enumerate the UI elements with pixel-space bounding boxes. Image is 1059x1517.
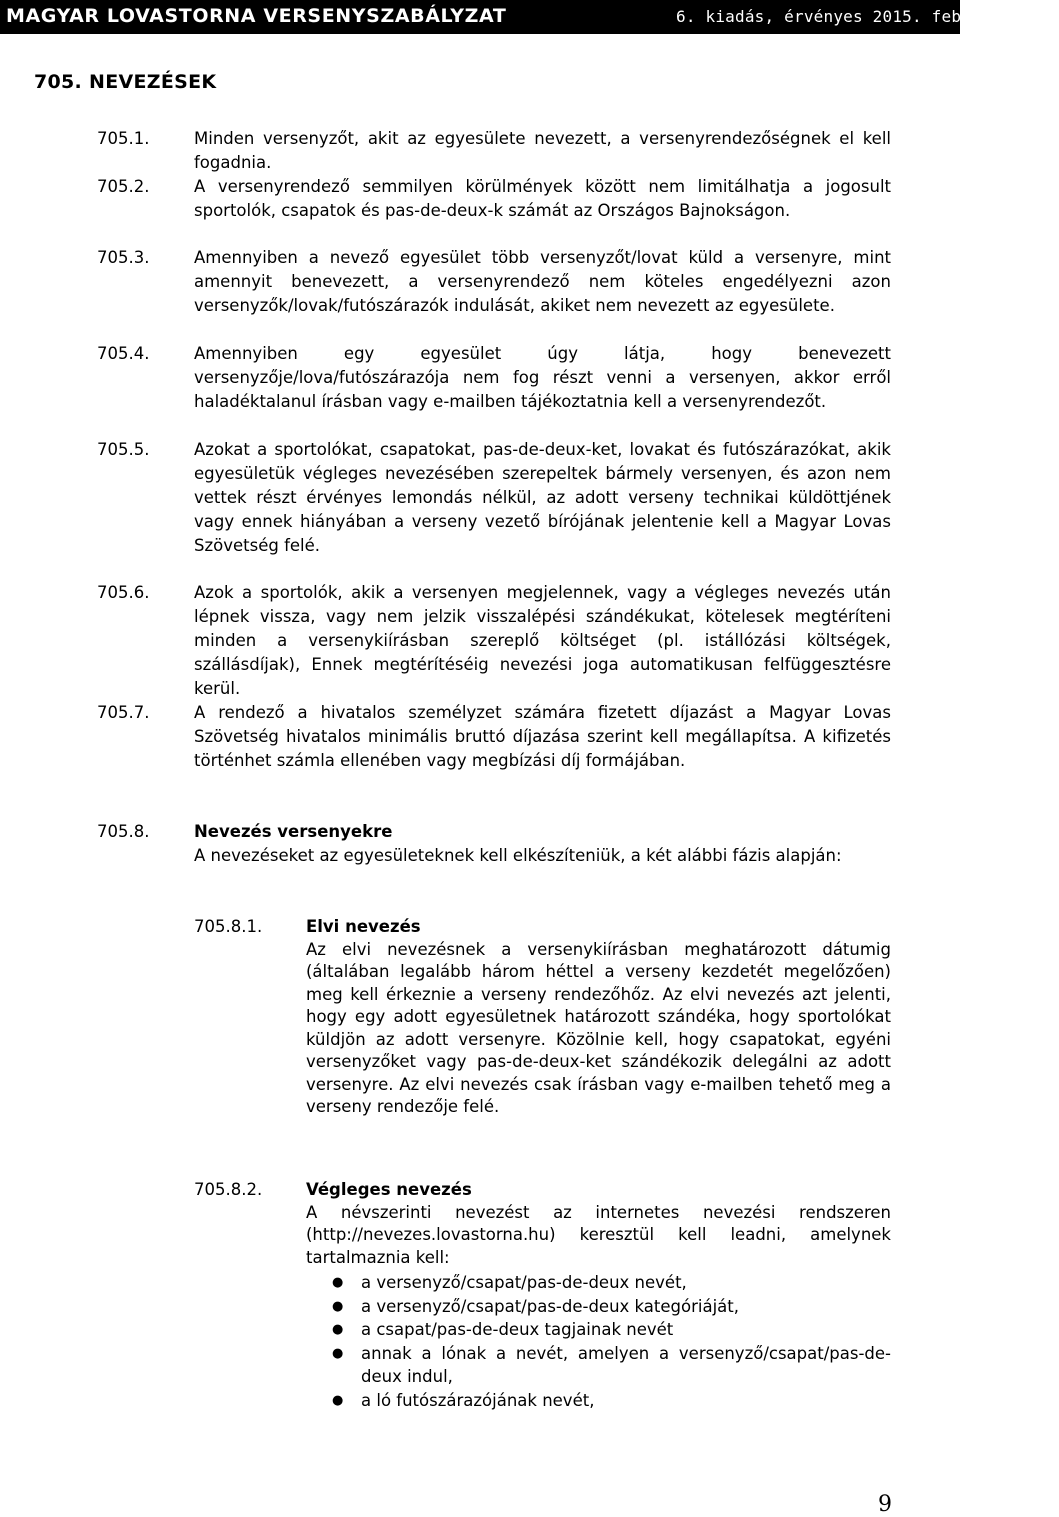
list-item: ● annak a lónak a nevét, amelyen a versenyző/csapat/pas-de-deux indul, xyxy=(306,1342,891,1389)
rule-text: A nevezéseket az egyesületeknek kell elkészíteniük, a két alábbi fázis alapján: xyxy=(194,846,842,865)
document-header xyxy=(0,0,1059,34)
rule-number: 705.3. xyxy=(97,248,150,267)
list-item: ● a ló futószárazójának nevét, xyxy=(306,1389,891,1413)
subrule-text: Az elvi nevezésnek a versenykiírásban meghatározott dátumig (általában legalább három héttel a verseny kezdetét megelőzően) meg kell érkeznie a verseny rendezőhőz. Az elvi nevezés azt jelenti, hogy egy adott egyesületnek határozott szándéka, hogy sportolókat küldjön az adott versenyre. Közölnie kell, hogy csapatokat, egyéni versenyzőket vagy pas-de-deux-ket szándékozik delegálni az adott versenyre. Az elvi nevezés csak írásban vagy e-mailben tehető meg a verseny rendezője felé. xyxy=(306,939,891,1116)
list-item: ● a csapat/pas-de-deux tagjainak nevét xyxy=(306,1318,891,1342)
rule-text: Azokat a sportolókat, csapatokat, pas-de-deux-ket, lovakat és futószárazókat, akik egyesületük végleges nevezésében szerepeltek bármely versenyen, és azon nem vettek részt érvényes lemondás nélkül, az adott verseny technikai küldöttjének vagy ennek hiányában a verseny vezető bírójának jelentenie kell a Magyar Lovas Szövetség felé. xyxy=(194,440,891,555)
subrule-number: 705.8.2. xyxy=(194,1180,263,1199)
list-item: ● a versenyző/csapat/pas-de-deux kategóriáját, xyxy=(306,1295,891,1319)
subrule-content xyxy=(306,916,891,1119)
section-heading: 705. NEVEZÉSEK xyxy=(34,71,217,93)
rule-text: Minden versenyzőt, akit az egyesülete nevezett, a versenyrendezőségnek el kell fogadnia. xyxy=(194,129,891,172)
rule-number: 705.6. xyxy=(97,583,150,602)
rule-number: 705.1. xyxy=(97,129,150,148)
subrule-title: Végleges nevezés xyxy=(306,1180,472,1199)
subrule-number: 705.8.1. xyxy=(194,917,263,936)
rule-text: A versenyrendező semmilyen körülmények között nem limitálhatja a jogosult sportolók, csapatok és pas-de-deux-k számát az Országos Bajnokságon. xyxy=(194,177,891,220)
subrule-text: A névszerinti nevezést az internetes nevezési rendszeren (http://nevezes.lovastorna.hu) keresztül kell leadni, amelynek tartalmaznia kell: xyxy=(306,1202,891,1267)
edition-info: 6. kiadás, érvényes 2015. február 8-tól xyxy=(676,7,1059,26)
list-item: ● a versenyző/csapat/pas-de-deux nevét, xyxy=(306,1271,891,1295)
rule-number: 705.8. xyxy=(97,822,150,841)
subrule-title: Elvi nevezés xyxy=(306,917,421,936)
rule-text: Azok a sportolók, akik a versenyen megjelennek, vagy a végleges nevezés után lépnek vissza, vagy nem jelzik visszalépési szándékukat, kötelesek megtéríteni minden a versenykiírásban szereplő költséget (pl. istállózási költségek, szállásdíjak), Ennek megtérítéséig nevezési joga automatikusan felfüggesztésre kerül. xyxy=(194,583,891,698)
requirement-list xyxy=(306,1271,891,1413)
subrule-content xyxy=(306,1179,891,1413)
page-number: 9 xyxy=(878,1492,892,1517)
rule-number: 705.7. xyxy=(97,703,150,722)
rule-number: 705.4. xyxy=(97,344,150,363)
rule-text: A rendező a hivatalos személyzet számára fizetett díjazást a Magyar Lovas Szövetség hivatalos minimális bruttó díjazása szerint kell megállapítsa. A kifizetés történhet számla ellenében vagy megbízási díj formájában. xyxy=(194,703,891,770)
rule-number: 705.2. xyxy=(97,177,150,196)
rule-title: Nevezés versenyekre xyxy=(194,822,393,841)
rule-text: Amennyiben egy egyesület úgy látja, hogy benevezett versenyzője/lova/futószárazója nem fog részt venni a versenyen, akkor erről haladéktalanul írásban vagy e-mailben tájékoztatnia kell a versenyrendezőt. xyxy=(194,344,891,411)
rule-content xyxy=(194,820,891,868)
rule-number: 705.5. xyxy=(97,440,150,459)
rule-text: Amennyiben a nevező egyesület több versenyzőt/lovat küld a versenyre, mint amennyit benevezett, a versenyrendező nem köteles engedélyezni azon versenyzők/lovak/futószárazók indulását, akiket nem nevezett az egyesülete. xyxy=(194,248,891,315)
document-title: MAGYAR LOVASTORNA VERSENYSZABÁLYZAT xyxy=(6,5,507,27)
